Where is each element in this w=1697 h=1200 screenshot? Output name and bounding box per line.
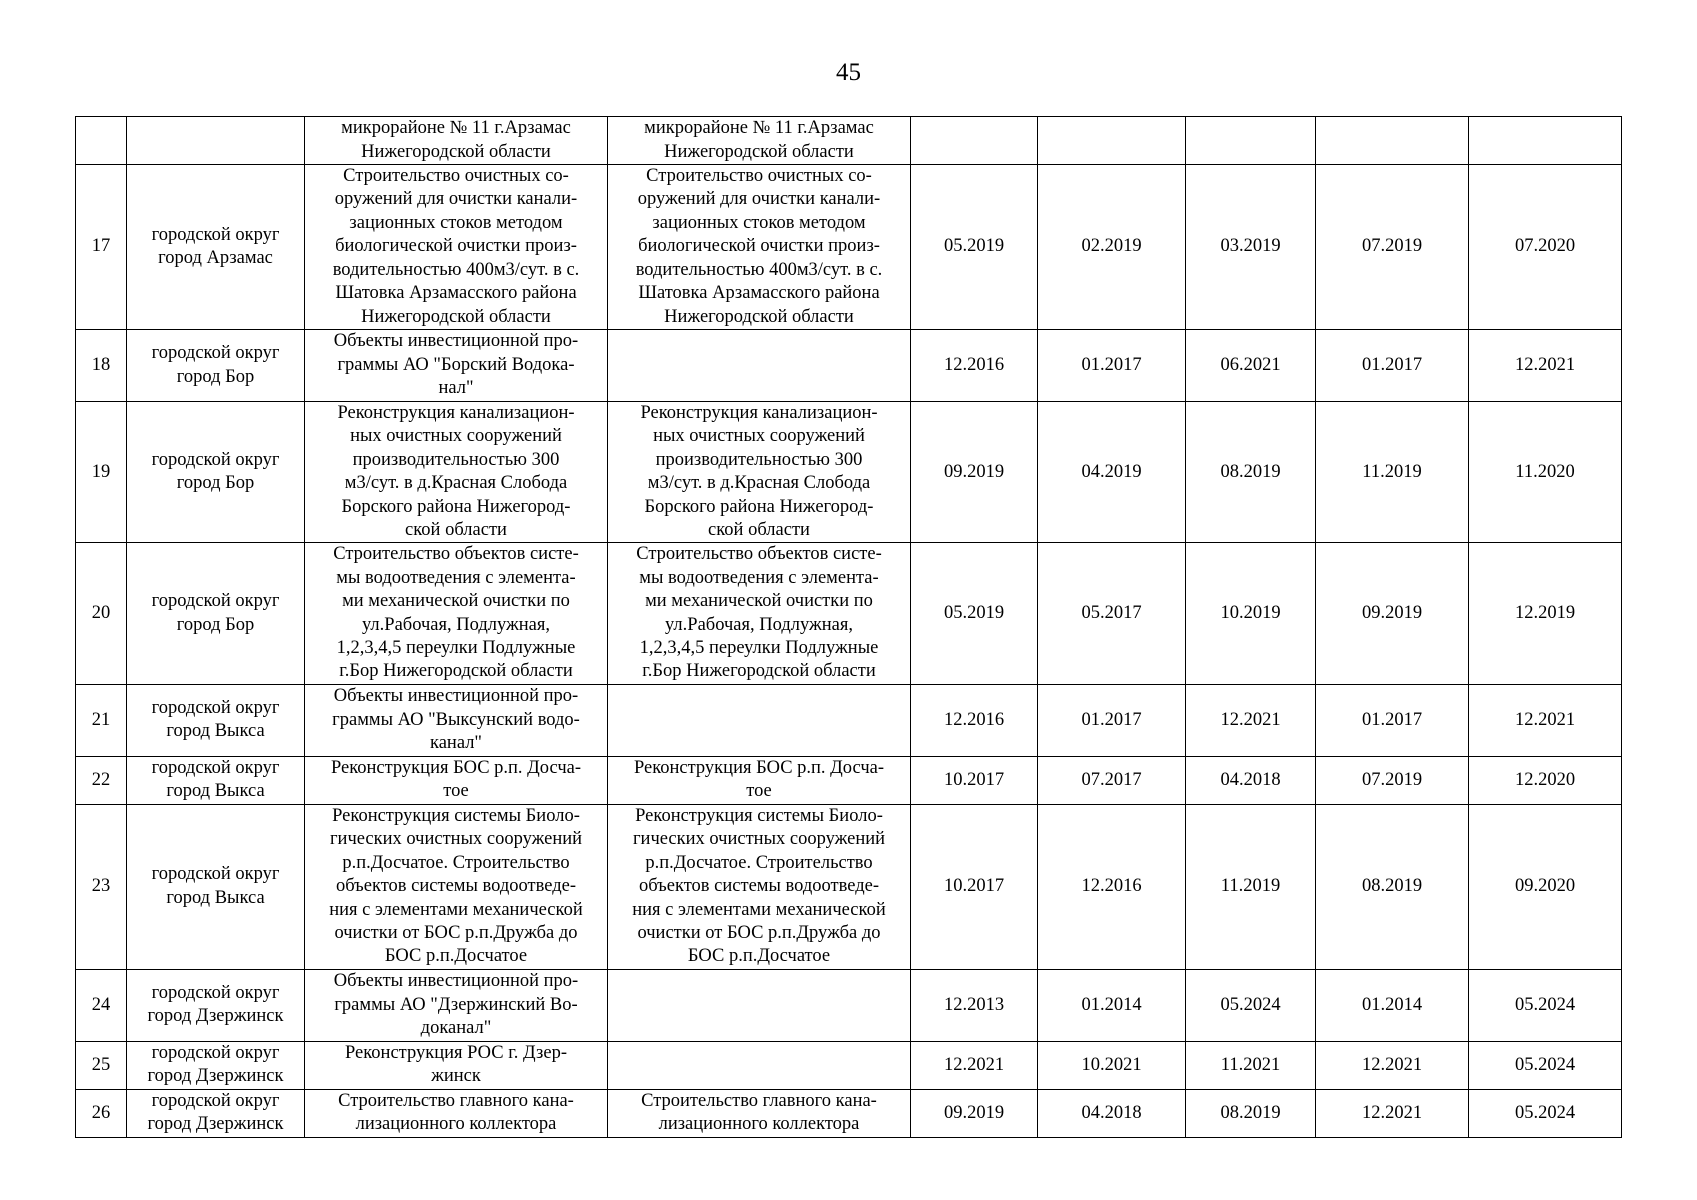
date-cell-4: 01.2017 — [1316, 684, 1469, 756]
date-cell-2: 02.2019 — [1038, 165, 1186, 330]
date-cell-1: 12.2016 — [911, 684, 1038, 756]
municipality-cell: городской округ город Дзержинск — [127, 1089, 305, 1137]
date-cell-2: 12.2016 — [1038, 804, 1186, 969]
object-name-cell: Объекты инвестиционной про- граммы АО "Дзержинский Во- доканал" — [305, 969, 608, 1041]
row-number — [76, 117, 127, 165]
object-name-cell: микрорайоне № 11 г.Арзамас Нижегородской области — [305, 117, 608, 165]
date-cell-2: 01.2017 — [1038, 330, 1186, 402]
row-number: 26 — [76, 1089, 127, 1137]
table-row — [76, 543, 1622, 684]
date-cell-4: 09.2019 — [1316, 543, 1469, 684]
table-row — [76, 969, 1622, 1041]
row-number: 21 — [76, 684, 127, 756]
date-cell-1: 10.2017 — [911, 804, 1038, 969]
municipality-cell: городской округ город Арзамас — [127, 165, 305, 330]
date-cell-2: 04.2018 — [1038, 1089, 1186, 1137]
date-cell-2: 01.2017 — [1038, 684, 1186, 756]
date-cell-1: 12.2016 — [911, 330, 1038, 402]
municipality-cell: городской округ город Выкса — [127, 756, 305, 804]
date-cell-3: 12.2021 — [1186, 684, 1316, 756]
object-name-duplicate-cell: Строительство объектов систе- мы водоотведения с элемента- ми механической очистки по ул.Рабочая, Подлужная, 1,2,3,4,5 переулки Подлужные г.Бор Нижегородской области — [608, 543, 911, 684]
date-cell-5 — [1469, 117, 1622, 165]
municipality-cell: городской округ город Бор — [127, 543, 305, 684]
municipality-cell: городской округ город Бор — [127, 402, 305, 543]
object-name-duplicate-cell — [608, 684, 911, 756]
date-cell-4: 01.2014 — [1316, 969, 1469, 1041]
row-number: 20 — [76, 543, 127, 684]
table-row — [76, 402, 1622, 543]
object-name-cell: Строительство объектов систе- мы водоотведения с элемента- ми механической очистки по ул.Рабочая, Подлужная, 1,2,3,4,5 переулки Подлужные г.Бор Нижегородской области — [305, 543, 608, 684]
date-cell-5: 07.2020 — [1469, 165, 1622, 330]
table-row — [76, 1089, 1622, 1137]
date-cell-4: 08.2019 — [1316, 804, 1469, 969]
object-name-duplicate-cell: Строительство главного кана- лизационного коллектора — [608, 1089, 911, 1137]
schedule-table — [75, 116, 1622, 1138]
date-cell-4: 12.2021 — [1316, 1041, 1469, 1089]
date-cell-2 — [1038, 117, 1186, 165]
table-row — [76, 117, 1622, 165]
date-cell-3: 08.2019 — [1186, 1089, 1316, 1137]
object-name-duplicate-cell — [608, 330, 911, 402]
row-number: 22 — [76, 756, 127, 804]
date-cell-1: 09.2019 — [911, 402, 1038, 543]
date-cell-1: 05.2019 — [911, 165, 1038, 330]
table-row — [76, 1041, 1622, 1089]
object-name-duplicate-cell — [608, 1041, 911, 1089]
object-name-duplicate-cell: Строительство очистных со- оружений для очистки канали- зационных стоков методом биологической очистки произ- водительностью 400м3/сут. в с. Шатовка Арзамасского района Нижегородской области — [608, 165, 911, 330]
date-cell-4 — [1316, 117, 1469, 165]
date-cell-5: 12.2021 — [1469, 684, 1622, 756]
object-name-cell: Объекты инвестиционной про- граммы АО "Борский Водока- нал" — [305, 330, 608, 402]
row-number: 19 — [76, 402, 127, 543]
object-name-cell: Реконструкция БОС р.п. Досча- тое — [305, 756, 608, 804]
date-cell-5: 09.2020 — [1469, 804, 1622, 969]
municipality-cell: городской округ город Дзержинск — [127, 969, 305, 1041]
date-cell-3: 05.2024 — [1186, 969, 1316, 1041]
object-name-cell: Реконструкция канализацион- ных очистных сооружений производительностью 300 м3/сут. в д.Красная Слобода Борского района Нижегород- ской области — [305, 402, 608, 543]
date-cell-2: 04.2019 — [1038, 402, 1186, 543]
date-cell-4: 12.2021 — [1316, 1089, 1469, 1137]
date-cell-5: 12.2021 — [1469, 330, 1622, 402]
date-cell-4: 01.2017 — [1316, 330, 1469, 402]
municipality-cell — [127, 117, 305, 165]
date-cell-3 — [1186, 117, 1316, 165]
table-row — [76, 330, 1622, 402]
municipality-cell: городской округ город Дзержинск — [127, 1041, 305, 1089]
date-cell-1 — [911, 117, 1038, 165]
object-name-cell: Строительство главного кана- лизационного коллектора — [305, 1089, 608, 1137]
date-cell-1: 12.2013 — [911, 969, 1038, 1041]
date-cell-1: 12.2021 — [911, 1041, 1038, 1089]
table-row — [76, 804, 1622, 969]
municipality-cell: городской округ город Выкса — [127, 804, 305, 969]
date-cell-3: 11.2019 — [1186, 804, 1316, 969]
date-cell-2: 05.2017 — [1038, 543, 1186, 684]
municipality-cell: городской округ город Выкса — [127, 684, 305, 756]
date-cell-3: 10.2019 — [1186, 543, 1316, 684]
date-cell-5: 05.2024 — [1469, 1089, 1622, 1137]
date-cell-3: 11.2021 — [1186, 1041, 1316, 1089]
object-name-duplicate-cell: Реконструкция системы Биоло- гических очистных сооружений р.п.Досчатое. Строительство объектов системы водоотведе- ния с элементами механической очистки от БОС р.п.Дружба до БОС р.п.Досчатое — [608, 804, 911, 969]
object-name-cell: Реконструкция системы Биоло- гических очистных сооружений р.п.Досчатое. Строительство объектов системы водоотведе- ния с элементами механической очистки от БОС р.п.Дружба до БОС р.п.Досчатое — [305, 804, 608, 969]
row-number: 23 — [76, 804, 127, 969]
date-cell-3: 04.2018 — [1186, 756, 1316, 804]
date-cell-1: 05.2019 — [911, 543, 1038, 684]
date-cell-4: 11.2019 — [1316, 402, 1469, 543]
table-row — [76, 165, 1622, 330]
row-number: 17 — [76, 165, 127, 330]
date-cell-2: 07.2017 — [1038, 756, 1186, 804]
object-name-duplicate-cell: Реконструкция канализацион- ных очистных сооружений производительностью 300 м3/сут. в д.Красная Слобода Борского района Нижегород- ской области — [608, 402, 911, 543]
row-number: 25 — [76, 1041, 127, 1089]
object-name-duplicate-cell: Реконструкция БОС р.п. Досча- тое — [608, 756, 911, 804]
object-name-cell: Объекты инвестиционной про- граммы АО "Выксунский водо- канал" — [305, 684, 608, 756]
table-row — [76, 684, 1622, 756]
date-cell-5: 05.2024 — [1469, 969, 1622, 1041]
date-cell-5: 05.2024 — [1469, 1041, 1622, 1089]
object-name-cell: Строительство очистных со- оружений для очистки канали- зационных стоков методом биологической очистки произ- водительностью 400м3/сут. в с. Шатовка Арзамасского района Нижегородской области — [305, 165, 608, 330]
date-cell-4: 07.2019 — [1316, 756, 1469, 804]
date-cell-5: 12.2020 — [1469, 756, 1622, 804]
date-cell-5: 12.2019 — [1469, 543, 1622, 684]
date-cell-4: 07.2019 — [1316, 165, 1469, 330]
municipality-cell: городской округ город Бор — [127, 330, 305, 402]
date-cell-5: 11.2020 — [1469, 402, 1622, 543]
object-name-duplicate-cell — [608, 969, 911, 1041]
row-number: 18 — [76, 330, 127, 402]
date-cell-2: 01.2014 — [1038, 969, 1186, 1041]
date-cell-3: 08.2019 — [1186, 402, 1316, 543]
page-number: 45 — [836, 59, 861, 86]
date-cell-3: 03.2019 — [1186, 165, 1316, 330]
object-name-cell: Реконструкция РОС г. Дзер- жинск — [305, 1041, 608, 1089]
date-cell-2: 10.2021 — [1038, 1041, 1186, 1089]
date-cell-1: 10.2017 — [911, 756, 1038, 804]
date-cell-3: 06.2021 — [1186, 330, 1316, 402]
row-number: 24 — [76, 969, 127, 1041]
object-name-duplicate-cell: микрорайоне № 11 г.Арзамас Нижегородской области — [608, 117, 911, 165]
date-cell-1: 09.2019 — [911, 1089, 1038, 1137]
table-row — [76, 756, 1622, 804]
